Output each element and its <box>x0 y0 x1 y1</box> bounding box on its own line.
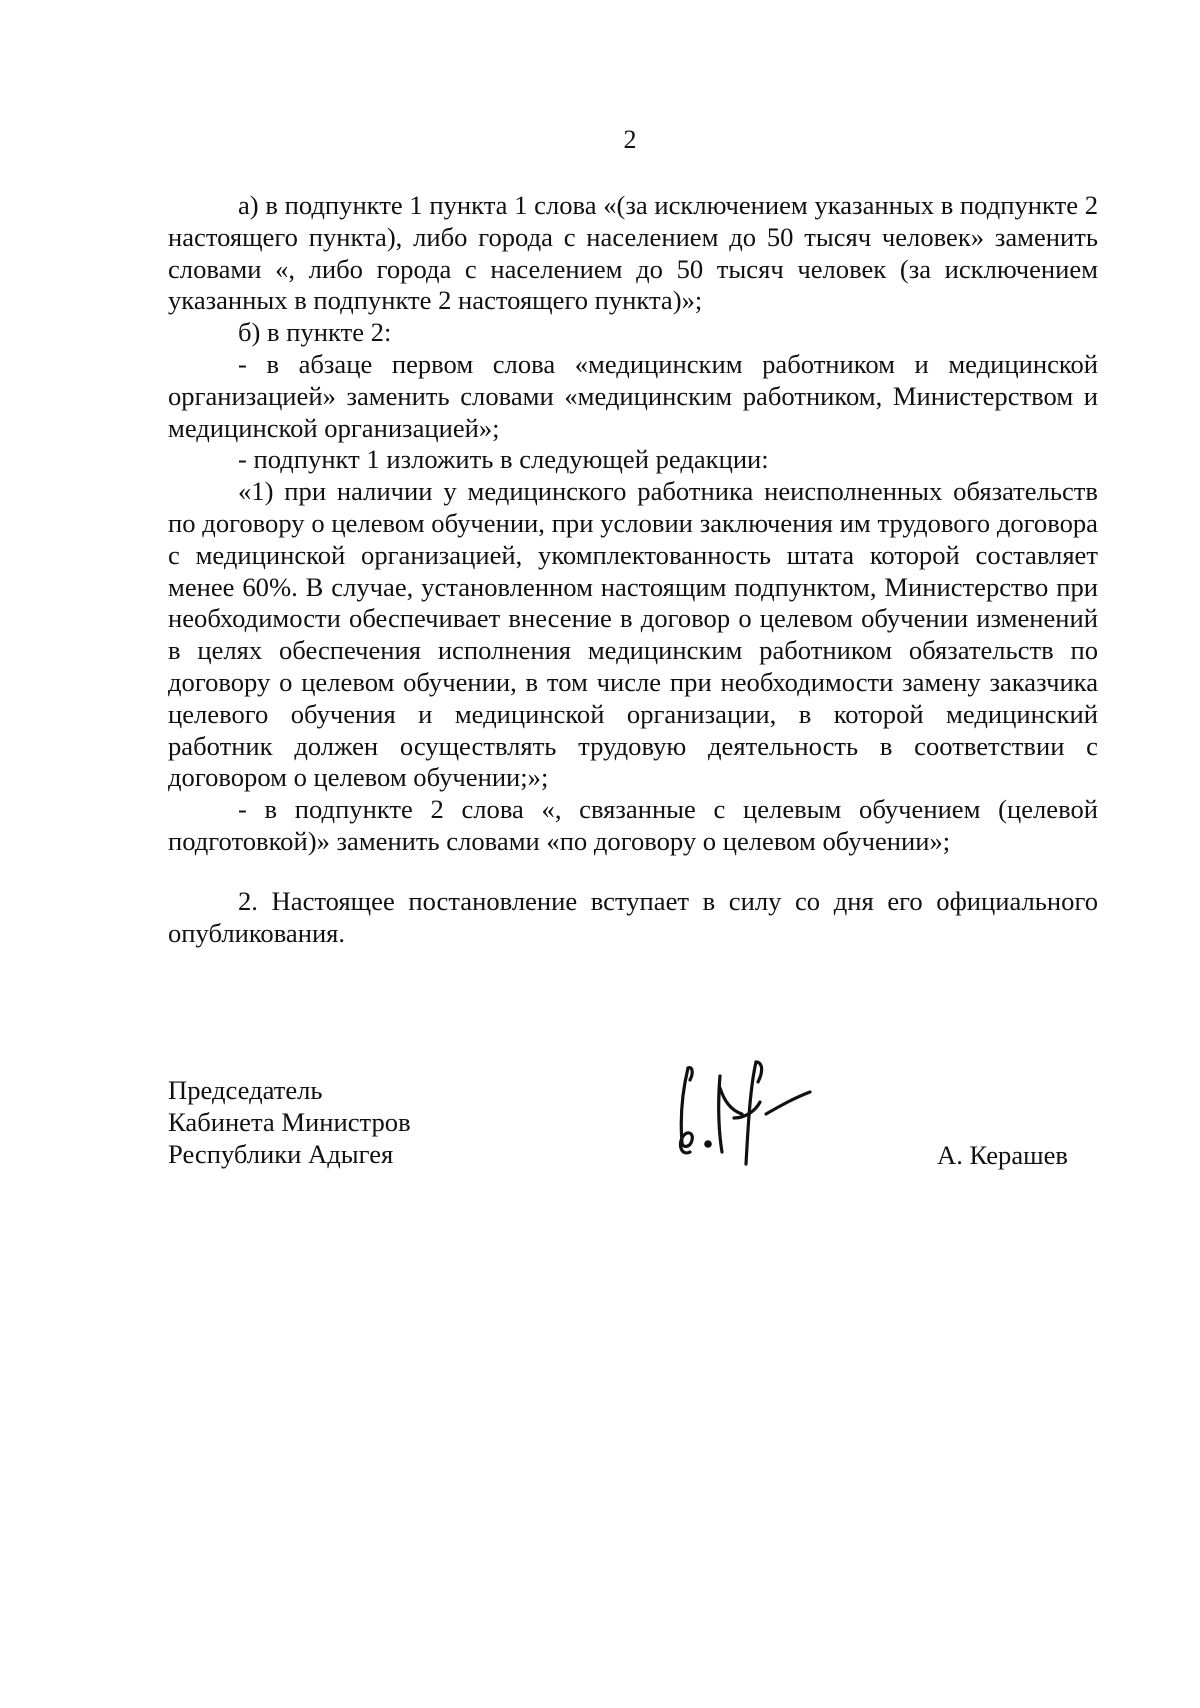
paragraph-b: б) в пункте 2: <box>238 317 392 348</box>
signer-title-line: Кабинета Министров <box>168 1106 411 1137</box>
signer-title <box>168 1075 411 1170</box>
page-number: 2 <box>623 125 637 154</box>
document-body <box>168 190 1098 949</box>
paragraph-2-effective: 2. Настоящее постановление вступает в силу со дня его официального опубликования. <box>168 885 1098 948</box>
paragraph-b-item-2: - подпункт 1 изложить в следующей редакции: <box>238 444 769 475</box>
paragraph-b-item-3: - в подпункте 2 слова «, связанные с целевым обучением (целевой подготовкой)» заменить словами «по договору о целевом обучении»; <box>168 794 1098 856</box>
paragraph-b-item-1: - в абзаце первом слова «медицинским работником и медицинской организацией» заменить словами «медицинским работником, Министерством и медицинской организацией»; <box>168 348 1098 443</box>
paragraph-a: а) в подпункте 1 пункта 1 слова «(за исключением указанных в подпункте 2 настоящего пункта), либо города с населением до 50 тысяч человек» заменить словами «, либо города с населением до 50 тысяч человек (за исключением указанных в подпункте 2 настоящего пункта)»; <box>168 190 1098 316</box>
handwritten-signature <box>660 1048 830 1168</box>
signer-title-line: Председатель <box>168 1075 323 1105</box>
paragraph-b-quote: «1) при наличии у медицинского работника неисполненных обязательств по договору о целевом обучении, при условии заключения им трудового договора с медицинской организацией, укомплектованность штата которой составляет менее 60%. В случае, установленном настоящим подпунктом, Министерство при необходимости обеспечивает внесение в договор о целевом обучении изменений в целях обеспечения исполнения медицинским работником обязательств по договору о целевом обучении, в том числе при необходимости замену заказчика целевого обучения и медицинской организации, в которой медицинский работник должен осуществлять трудовую деятельность в соответствии с договором о целевом обучении;»; <box>168 476 1098 793</box>
signer-title-line: Республики Адыгея <box>168 1138 394 1169</box>
signer-name: А. Керашев <box>937 1140 1068 1170</box>
